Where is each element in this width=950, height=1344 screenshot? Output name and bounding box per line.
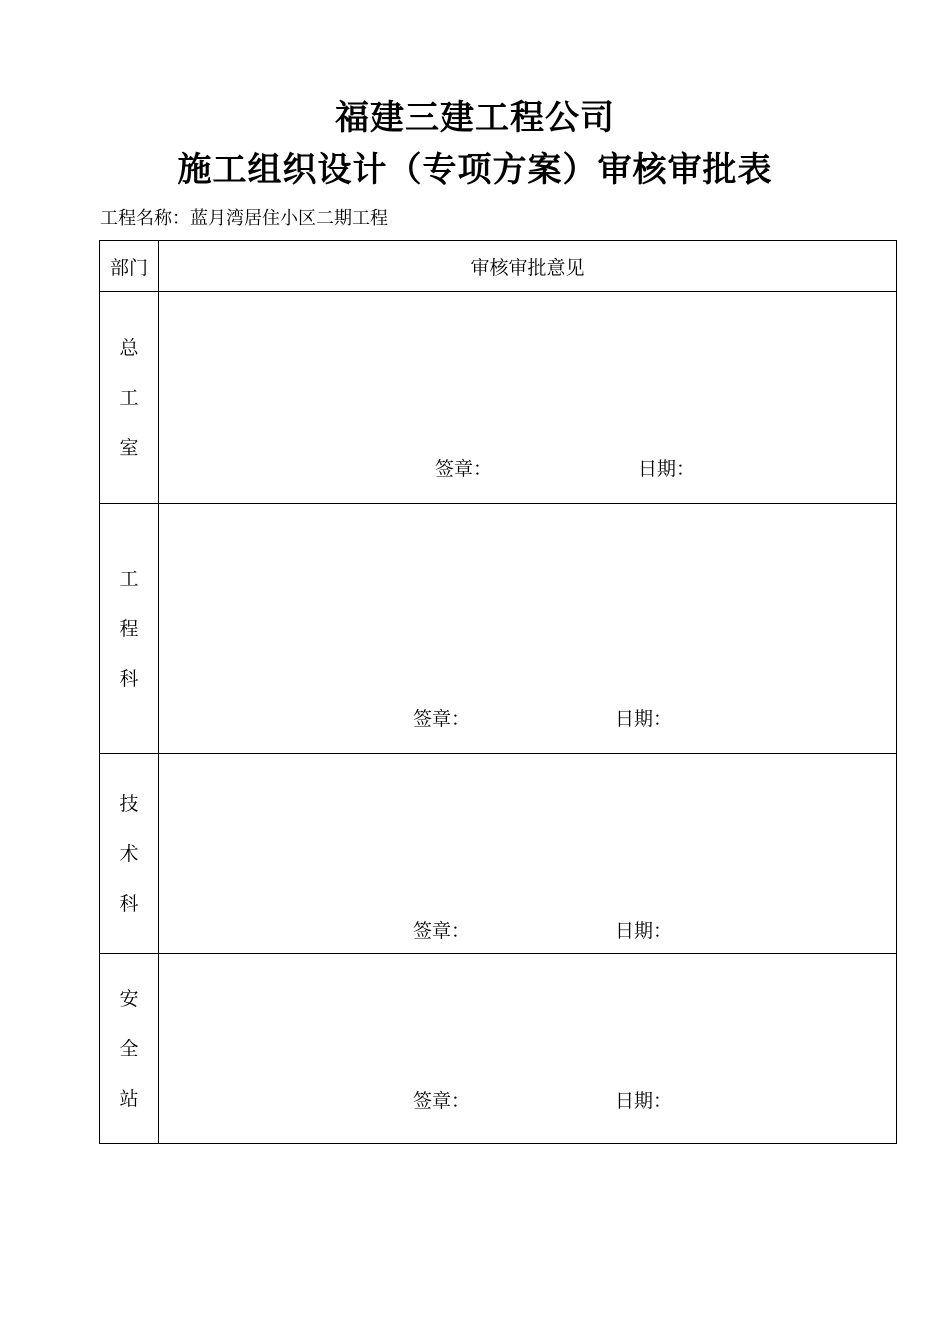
form-title-company: 福建三建工程公司 xyxy=(335,98,615,138)
project-name-label: 工程名称： xyxy=(100,208,190,229)
department-char: 站 xyxy=(119,1087,139,1110)
header-department: 部门 xyxy=(100,241,159,292)
department-char: 技 xyxy=(119,792,139,815)
department-cell xyxy=(100,754,159,954)
signature-label: 签章： xyxy=(413,920,471,942)
department-name xyxy=(119,974,138,1124)
department-name xyxy=(119,323,138,473)
department-char: 安 xyxy=(119,987,139,1010)
signature-label: 签章： xyxy=(435,458,493,480)
department-char: 总 xyxy=(119,336,139,359)
approval-table xyxy=(99,240,897,1144)
department-cell xyxy=(100,954,159,1144)
header-opinion: 审核审批意见 xyxy=(159,241,897,292)
date-label: 日期： xyxy=(615,708,673,730)
department-char: 程 xyxy=(119,617,139,640)
project-name-value: 蓝月湾居住小区二期工程 xyxy=(190,208,388,229)
department-char: 全 xyxy=(119,1037,139,1060)
table-row xyxy=(100,754,897,954)
form-title-approval: 施工组织设计（专项方案）审核审批表 xyxy=(177,150,773,190)
table-row xyxy=(100,292,897,504)
date-label: 日期： xyxy=(638,458,696,480)
department-cell xyxy=(100,504,159,754)
department-name xyxy=(119,554,138,704)
opinion-cell[interactable] xyxy=(159,504,897,754)
date-label: 日期： xyxy=(615,1090,673,1112)
project-name-line xyxy=(100,206,388,232)
opinion-cell[interactable] xyxy=(159,292,897,504)
table-row xyxy=(100,954,897,1144)
department-char: 科 xyxy=(119,667,139,690)
table-row xyxy=(100,504,897,754)
signature-label: 签章： xyxy=(413,1090,471,1112)
opinion-cell[interactable] xyxy=(159,954,897,1144)
department-name xyxy=(119,779,138,929)
department-char: 工 xyxy=(119,386,139,409)
table-header-row xyxy=(100,241,897,292)
department-char: 室 xyxy=(119,436,139,459)
department-cell xyxy=(100,292,159,504)
department-char: 工 xyxy=(119,567,139,590)
opinion-cell[interactable] xyxy=(159,754,897,954)
department-char: 科 xyxy=(119,892,139,915)
signature-label: 签章： xyxy=(413,708,471,730)
date-label: 日期： xyxy=(615,920,673,942)
department-char: 术 xyxy=(119,842,139,865)
